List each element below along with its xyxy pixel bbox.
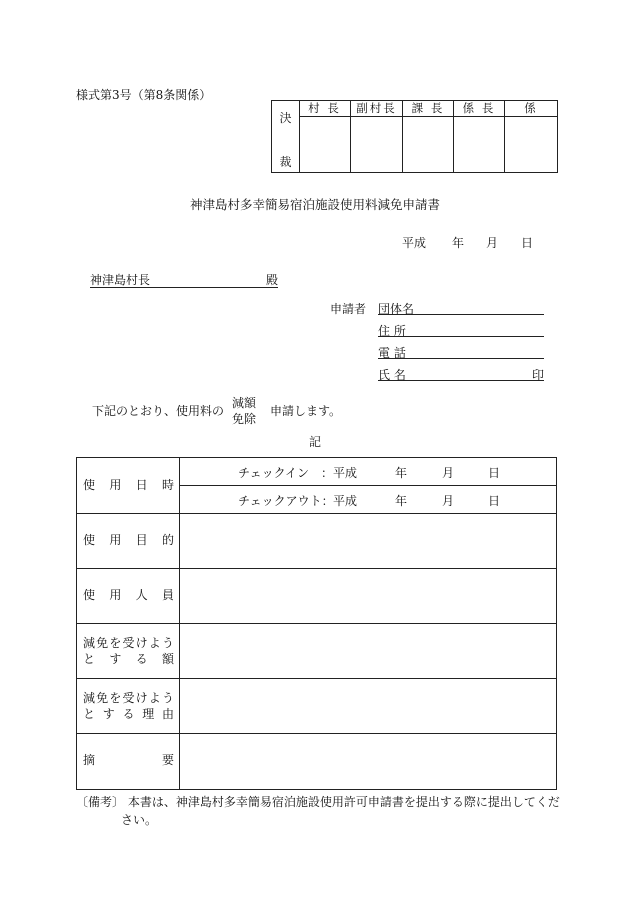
row-usage-datetime bbox=[77, 458, 556, 514]
applicant-name-label: 氏 名 bbox=[378, 368, 406, 382]
document-title: 神津島村多幸簡易宿泊施設使用料減免申請書 bbox=[189, 197, 440, 212]
applicant-phone-label: 電 話 bbox=[378, 346, 406, 360]
checkout-year: 年 bbox=[395, 494, 408, 508]
checkin-month: 月 bbox=[442, 466, 455, 480]
approval-key-column bbox=[272, 101, 300, 172]
addressee-line bbox=[90, 271, 278, 288]
date-day: 日 bbox=[521, 236, 534, 250]
applicant-address-label: 住 所 bbox=[378, 324, 406, 338]
row-reduction-amount bbox=[77, 624, 556, 679]
row-usage-people bbox=[77, 569, 556, 624]
applicant-name-field[interactable] bbox=[378, 366, 544, 381]
stamp-cell-section-chief[interactable]: 課 長 bbox=[403, 101, 454, 172]
remarks-note bbox=[76, 793, 566, 829]
form-number: 様式第3号（第8条関係） bbox=[76, 88, 212, 102]
reduction-reason-label: 減 免 を 受 け よ う と す る 理 由 bbox=[77, 679, 180, 733]
reduction-reason-field[interactable] bbox=[180, 679, 556, 733]
checkout-label: チェックアウト： bbox=[238, 494, 334, 508]
seal-mark: 印 bbox=[531, 368, 544, 382]
remarks-line-2: さい。 bbox=[121, 813, 158, 827]
summary-label: 摘 要 bbox=[77, 734, 180, 789]
checkin-year: 年 bbox=[395, 466, 408, 480]
row-usage-purpose bbox=[77, 514, 556, 569]
details-table bbox=[76, 457, 557, 790]
addressee-name: 神津島村長 bbox=[90, 273, 151, 287]
approval-grid bbox=[271, 100, 558, 173]
usage-purpose-field[interactable] bbox=[180, 514, 556, 568]
approval-key-top: 決 bbox=[279, 111, 292, 125]
usage-purpose-label: 使 用 目 的 bbox=[77, 514, 180, 568]
reduction-amount-field[interactable] bbox=[180, 624, 556, 678]
date-era: 平成 bbox=[402, 236, 427, 250]
stamp-cell-deputy-head[interactable]: 副村長 bbox=[351, 101, 403, 172]
approval-key-bottom: 裁 bbox=[279, 155, 292, 169]
applicant-group-field[interactable] bbox=[378, 300, 544, 315]
remarks-line-1: 本書は、神津島村多幸簡易宿泊施設使用許可申請書を提出する際に提出してくだ bbox=[127, 795, 560, 809]
checkin-era: 平成 bbox=[333, 466, 358, 480]
ki-mark: 記 bbox=[308, 435, 321, 449]
addressee-honorific: 殿 bbox=[265, 273, 278, 287]
checkout-day: 日 bbox=[488, 494, 501, 508]
usage-datetime-label: 使 用 日 時 bbox=[77, 458, 180, 513]
applicant-group-label: 団体名 bbox=[378, 302, 415, 316]
checkout-month: 月 bbox=[442, 494, 455, 508]
applicant-address-field[interactable] bbox=[378, 322, 544, 337]
checkin-row[interactable] bbox=[180, 458, 556, 486]
stamp-cell-subsection-chief[interactable]: 係 長 bbox=[454, 101, 505, 172]
request-suffix: 申請します。 bbox=[270, 404, 342, 418]
remarks-label: 〔備考〕 bbox=[76, 795, 125, 809]
summary-field[interactable] bbox=[180, 734, 556, 789]
date-month: 月 bbox=[486, 236, 499, 250]
reduction-amount-label: 減 免 を 受 け よ う と す る 額 bbox=[77, 624, 180, 678]
checkout-era: 平成 bbox=[333, 494, 358, 508]
stamp-cell-village-head[interactable]: 村 長 bbox=[299, 101, 351, 172]
usage-people-label: 使 用 人 員 bbox=[77, 569, 180, 623]
stamp-cell-staff[interactable]: 係 bbox=[505, 101, 557, 172]
checkin-label: チェックイン ： bbox=[238, 466, 334, 480]
checkin-day: 日 bbox=[488, 466, 501, 480]
row-reduction-reason bbox=[77, 679, 556, 734]
request-prefix: 下記のとおり、使用料の bbox=[92, 404, 225, 418]
applicant-phone-field[interactable] bbox=[378, 344, 544, 359]
row-summary bbox=[77, 734, 556, 789]
usage-people-field[interactable] bbox=[180, 569, 556, 623]
request-option-reduction: 減額 bbox=[232, 396, 257, 410]
applicant-header: 申請者 bbox=[330, 302, 367, 316]
checkout-row[interactable] bbox=[180, 485, 556, 513]
date-year: 年 bbox=[452, 236, 465, 250]
request-option-exemption: 免除 bbox=[232, 412, 257, 426]
